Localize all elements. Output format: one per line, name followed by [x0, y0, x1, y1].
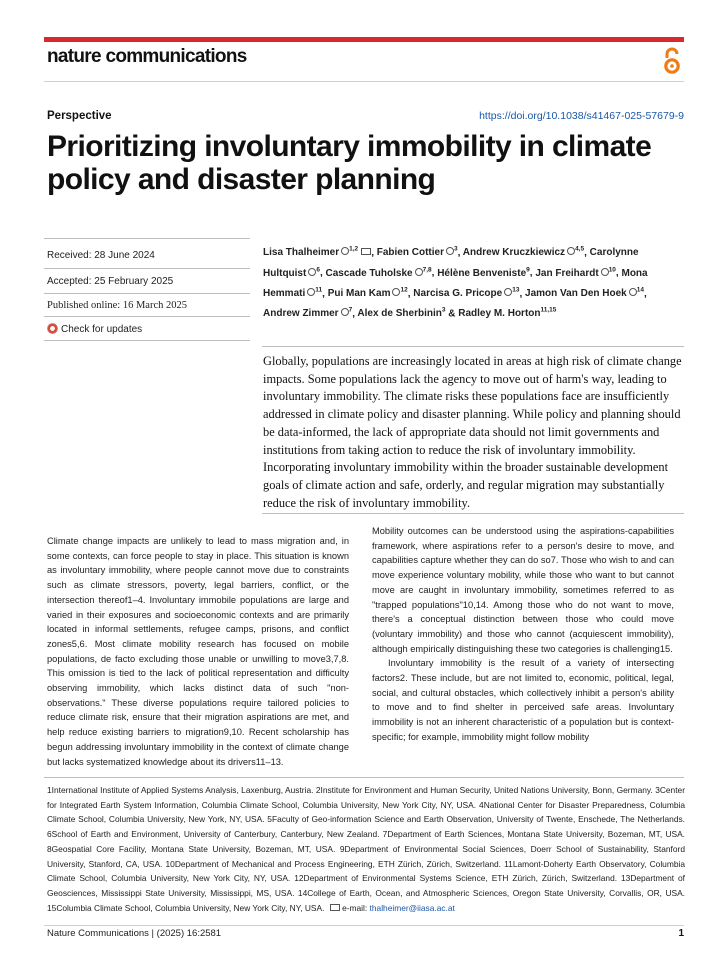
- orcid-icon[interactable]: [446, 247, 454, 255]
- author-4[interactable]: Carolynne Hultquist $^6$: [263, 247, 639, 279]
- published-date: Published online: 16 March 2025: [47, 300, 187, 311]
- orcid-icon[interactable]: [341, 247, 349, 255]
- body-column-left: [47, 534, 349, 769]
- affiliations-rule: [44, 777, 684, 778]
- author-9[interactable]: Pui Man Kam $^{12}$: [327, 286, 408, 299]
- email-icon[interactable]: [361, 248, 371, 255]
- email-label: e-mail:: [342, 902, 368, 913]
- footer-journal-name[interactable]: Nature Communications: [47, 928, 149, 939]
- article-type: Perspective: [47, 110, 112, 122]
- body-paragraph: Involuntary immobility is the result of a variety of intersecting factors2. These include, but are not limited to, economic, political, legal, social, and cultural obstacles, which collectively inhibit a person's ability to move and to find shelter in perceived safe areas. Involuntary immobility is not an inherent characteristic of a population but is context-specific; for example, immobility might follow mobility: [372, 658, 674, 742]
- received-date: Received: 28 June 2024: [47, 250, 155, 261]
- abstract: Globally, populations are increasingly located in areas at high risk of climate change impacts. Some populations lack the agency to move out of harm's way, leading to involuntary immobility. The climate risks these populations face are insufficiently addressed in climate policy and disaster planning. While policy and planning should be data-informed, the lack of appropriate data should not limit governments and institutions from taking action to reduce the risk of involuntary immobility. Incorporating involuntary immobility within the broader sustainable development goals of climate action and safe, orderly, and regular migration may substantially reduce the risk of involuntary immobility.: [263, 354, 682, 510]
- check-updates-label: Check for updates: [61, 324, 143, 335]
- email-icon: [330, 904, 340, 911]
- check-for-updates[interactable]: [47, 323, 247, 335]
- accepted-date: Accepted: 25 February 2025: [47, 276, 174, 287]
- orcid-icon[interactable]: [567, 247, 575, 255]
- author-7[interactable]: Jan Freihardt $^{10}$: [535, 266, 616, 279]
- doi-link[interactable]: https://doi.org/10.1038/s41467-025-57679-9: [479, 110, 684, 122]
- body-column-right: [372, 524, 674, 773]
- author-14[interactable]: Radley M. Horton$^{11,15}$: [458, 306, 557, 320]
- page-number: 1: [678, 928, 684, 939]
- author-12[interactable]: Andrew Zimmer $^7$: [263, 306, 353, 320]
- author-3[interactable]: Andrew Kruczkiewicz $^{4,5}$: [462, 246, 585, 259]
- dates-rule-bottom: [44, 340, 250, 341]
- body-paragraph: Mobility outcomes can be understood using the aspirations-capabilities framework, where aspirations refer to a person's desire to move, and capabilities capture whether they can do so7. Those who wish to and can move experience voluntary mobility, while those who want to but cannot move are caught in involuntary immobility, sometimes referred to as "trapped populations"10,14. Among those who do not want to move, there's a conceptual distinction between those who could move (voluntary immobility) and those who cannot (acquiescent immobility), although empirically distinguishing these two categories is challenging15.: [372, 526, 674, 654]
- author-10[interactable]: Narcisa G. Pricope $^{13}$: [413, 286, 520, 299]
- affiliations: [47, 783, 685, 915]
- dates-rule: [44, 316, 250, 317]
- footer-citation: [47, 928, 221, 939]
- footer-volume: | (2025) 16:2581: [151, 928, 222, 939]
- journal-name[interactable]: nature communications: [47, 46, 247, 67]
- orcid-icon[interactable]: [629, 288, 637, 296]
- dates-rule-top: [44, 238, 250, 239]
- author-1[interactable]: Lisa Thalheimer $^{1,2}$: [263, 247, 371, 258]
- author-list: Lisa Thalheimer $^{1,2}$ , Fabien Cottier $^3$, Andrew Kruczkiewicz $^{4,5}$, Carolynne Hultquist $^6$, Cascade Tuholske $^{7,8}$, Hélène Benveniste$^9$, Jan Freihardt $^{10}$, Mona Hemmati $^{11}$, Pui Man Kam $^{12}$, Narcisa G. Pricope $^{13}$, Jamon Van Den Hoek $^{14}$, Andrew Zimmer $^7$, Alex de Sherbinin$^3$ & Radley M. Horton$^{11,15}$: [263, 246, 648, 320]
- orcid-icon[interactable]: [601, 268, 609, 276]
- author-6[interactable]: Hélène Benveniste$^9$: [437, 266, 530, 279]
- dates-rule: [44, 293, 250, 294]
- author-11[interactable]: Jamon Van Den Hoek $^{14}$: [525, 286, 644, 299]
- author-2[interactable]: Fabien Cottier $^3$: [376, 246, 458, 259]
- article-title: Prioritizing involuntary immobility in climate policy and disaster planning: [47, 130, 652, 196]
- footer-divider: [44, 925, 684, 926]
- header-accent-rule: [44, 37, 684, 42]
- dates-rule: [44, 268, 250, 269]
- open-access-icon: [662, 47, 682, 75]
- body-paragraph: Climate change impacts are unlikely to lead to mass migration and, in some contexts, can force people to stay in place. This situation is known as involuntary immobility, where people cannot move due to constraints such as climate stressors, poverty, legal barriers, conflict, or the intersection thereof1–4. Involuntary immobile populations are large and varied in their exposures and socioeconomic contexts and are primarily located in informal settlements, refugee camps, prisons, and conflict zones5,6. Most climate mobility research has focused on mobile populations, de facto excluding those unable or unwilling to move3,7,8. This omission is tied to the lack of political representation and difficulty observing immobility, which lacks distinct data of such "non-observations." These diverse populations require tailored policies to reduce climate risk, ensure that their migration aspirations are met, and help reduce existing barriers to migration9,10. Recent scholarship has begun addressing involuntary immobility in the context of climate change but lacks systematized knowledge about its drivers11–13.: [47, 536, 349, 767]
- abstract-rule-bottom: [262, 513, 684, 514]
- author-5[interactable]: Cascade Tuholske $^{7,8}$: [325, 266, 432, 279]
- orcid-icon[interactable]: [341, 308, 349, 316]
- abstract-rule-top: [262, 346, 684, 347]
- check-updates-icon: [47, 323, 58, 334]
- author-13[interactable]: Alex de Sherbinin$^3$: [357, 306, 446, 320]
- email-link[interactable]: thalheimer@iiasa.ac.at: [369, 902, 455, 913]
- affiliations-text: 1International Institute of Applied Systems Analysis, Laxenburg, Austria. 2Institute for Environment and Human Security, United Nations University, Bonn, Germany. 3Center for Integrated Earth System Information, Columbia Climate School, Columbia University, New York City, NY, USA. 4National Center for Disaster Preparedness, Columbia Climate School, Columbia University, New York, NY, USA. 5Faculty of Geo-information Science and Earth Observation, University of Twente, Enschede, The Netherlands. 6School of Earth and Environment, University of Canterbury, Canterbury, New Zealand. 7Department of Earth Sciences, Montana State University, Bozeman, MT, USA. 8Geospatial Core Facility, Montana State University, Bozeman, MT, USA. 9Department of Environmental Social Sciences, Doerr School of Sustainability, Stanford University, Stanford, CA, USA. 10Department of Mechanical and Process Engineering, ETH Zürich, Zürich, Switzerland. 11Lamont-Doherty Earth Observatory, Columbia Climate School, Columbia University, New York City, NY, USA. 12Department of Environmental Systems Science, ETH Zürich, Zürich, Switzerland. 13Department of Geosciences, Mississippi State University, Mississippi, MS, USA. 14College of Earth, Ocean, and Atmospheric Sciences, Oregon State University, Corvallis, OR, USA. 15Columbia Climate School, Columbia University, New York City, NY, USA.: [47, 785, 685, 913]
- orcid-icon[interactable]: [415, 268, 423, 276]
- author-8[interactable]: Mona Hemmati $^{11}$: [263, 267, 648, 299]
- header-divider: [44, 81, 684, 82]
